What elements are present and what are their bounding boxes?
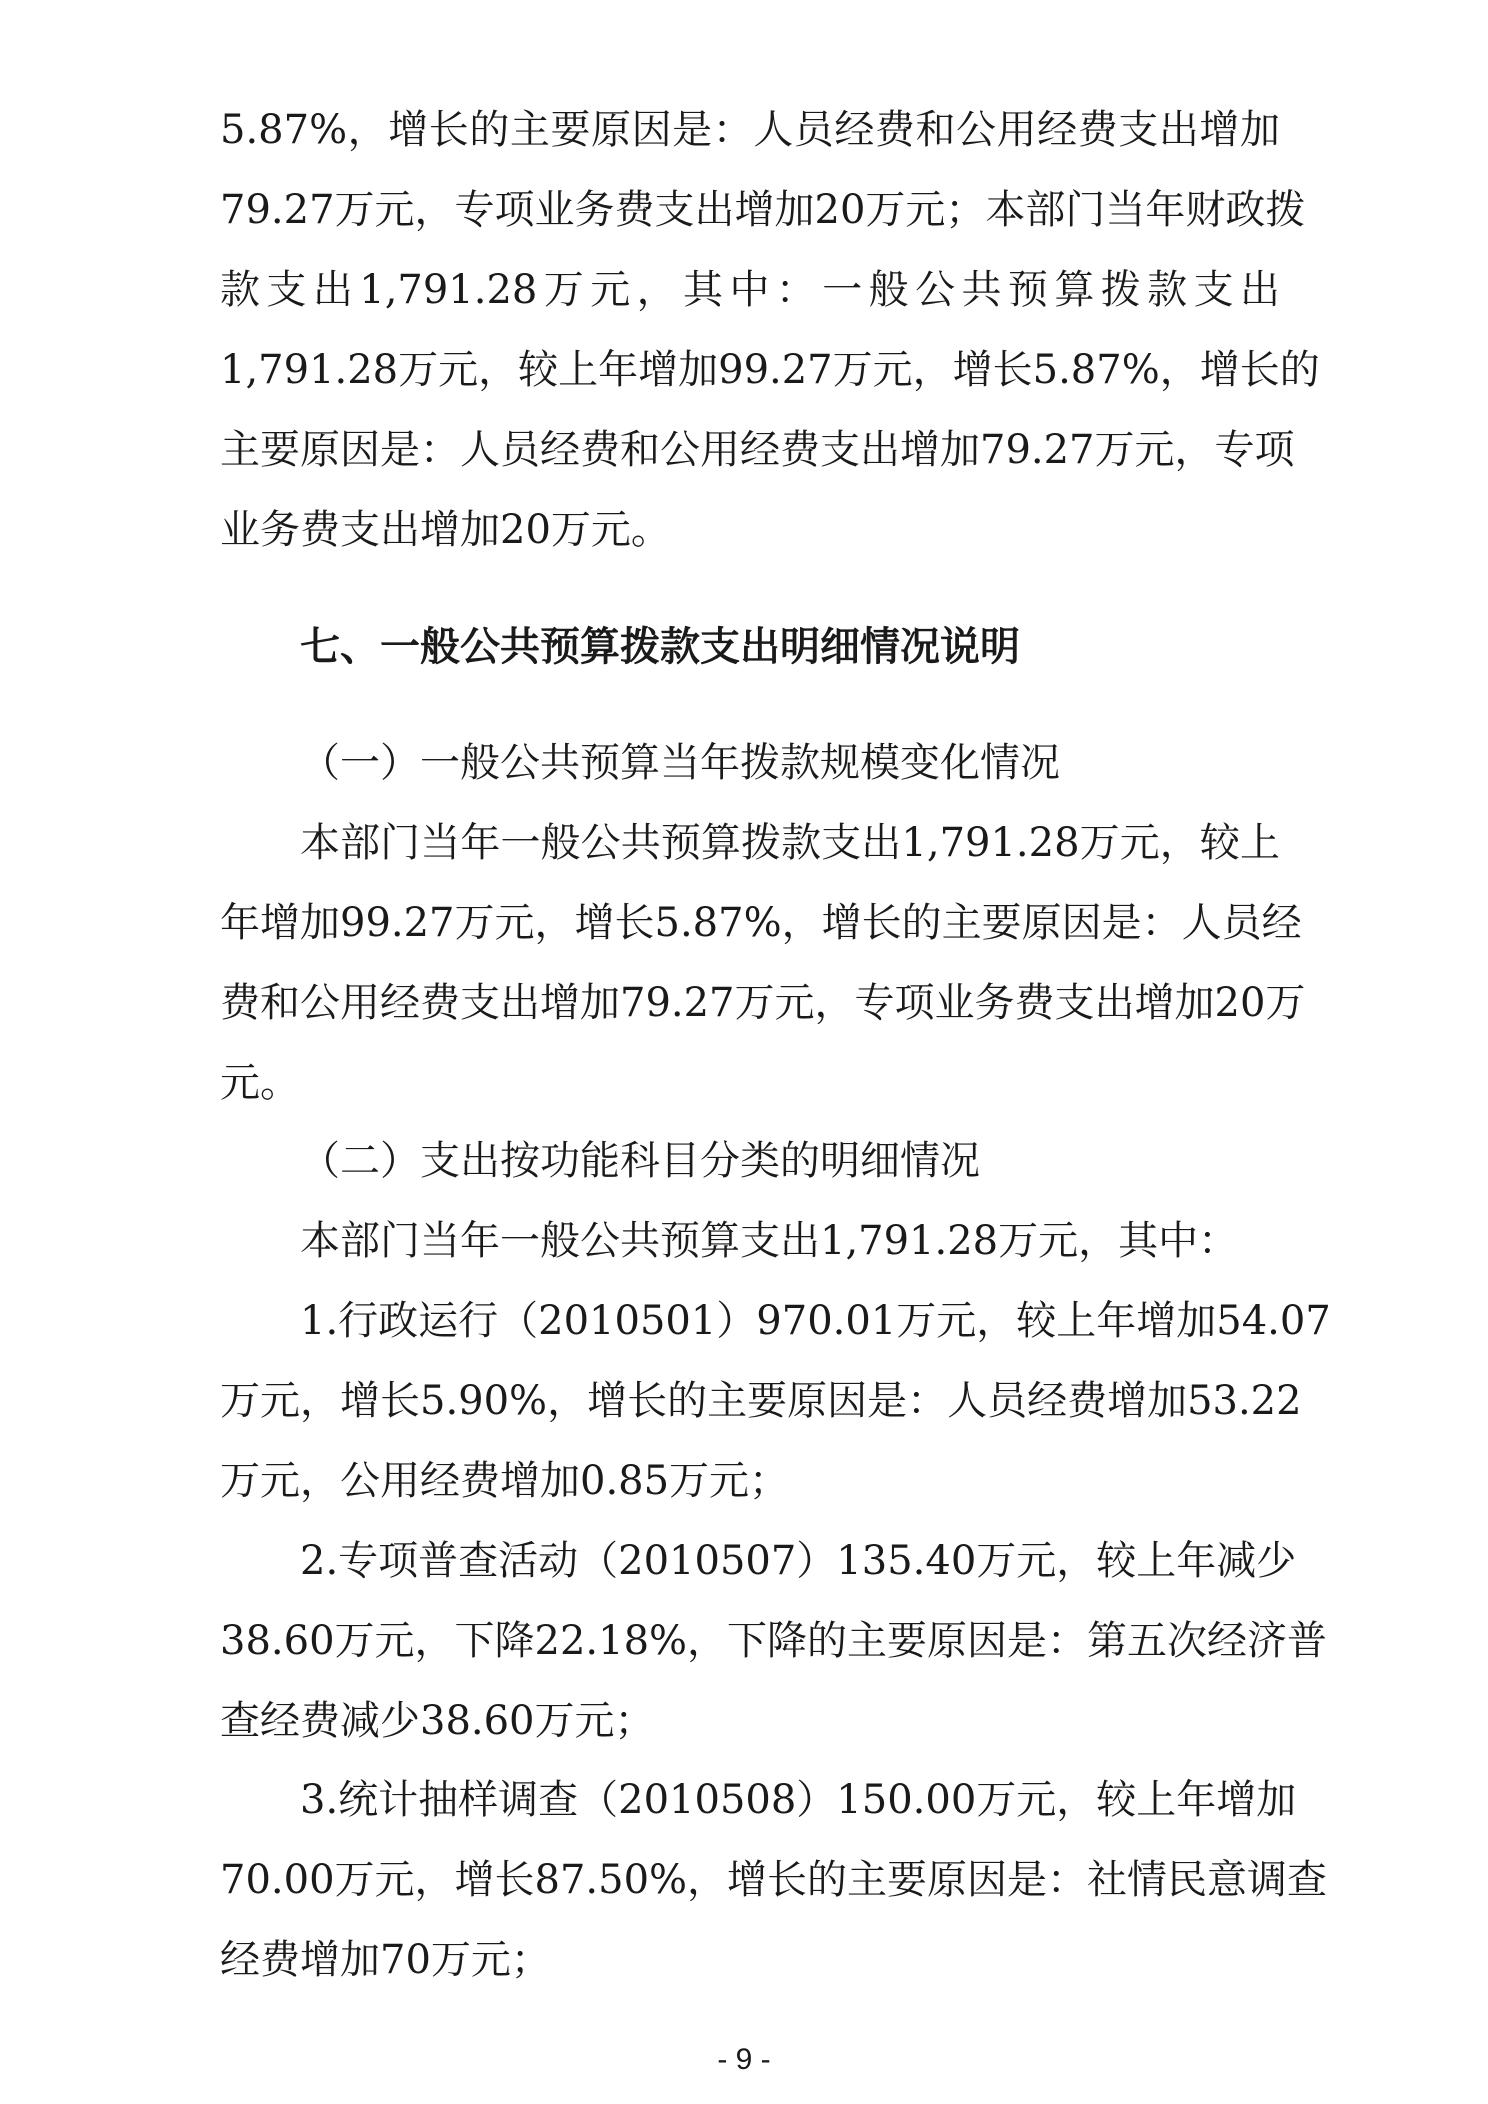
text-line: 查经费减少38.60万元； bbox=[220, 1698, 655, 1744]
text-line: 万元，增长5.90%，增长的主要原因是：人员经费增加53.22 bbox=[220, 1378, 1302, 1424]
text-line: 1,791.28万元，较上年增加99.27万元，增长5.87%，增长的 bbox=[220, 347, 1320, 393]
text-line: 70.00万元，增长87.50%，增长的主要原因是：社情民意调查 bbox=[220, 1857, 1328, 1903]
subsection-heading-functional: （二）支出按功能科目分类的明细情况 bbox=[300, 1138, 980, 1184]
text-line: 主要原因是：人员经费和公用经费支出增加79.27万元，专项 bbox=[220, 427, 1295, 473]
text-line: 2.专项普查活动（2010507）135.40万元，较上年减少 bbox=[300, 1538, 1297, 1584]
paragraph-scale-change bbox=[220, 803, 1306, 1123]
list-item-administrative-operation bbox=[220, 1281, 1331, 1521]
page-number: - 9 - bbox=[717, 2043, 771, 2076]
text-line: 款支出1,791.28万元，其中：一般公共预算拨款支出 bbox=[220, 267, 1280, 313]
text-line: 38.60万元，下降22.18%，下降的主要原因是：第五次经济普 bbox=[220, 1618, 1328, 1664]
text-line: 元。 bbox=[220, 1060, 300, 1106]
paragraph-budget-summary bbox=[220, 90, 1320, 570]
text-line: 万元，公用经费增加0.85万元； bbox=[220, 1458, 790, 1504]
text-line: 经费增加70万元； bbox=[220, 1937, 551, 1983]
text-line: 本部门当年一般公共预算拨款支出1,791.28万元，较上 bbox=[300, 820, 1280, 866]
text-line: 本部门当年一般公共预算支出1,791.28万元，其中： bbox=[300, 1218, 1239, 1264]
text-line: 1.行政运行（2010501）970.01万元，较上年增加54.07 bbox=[300, 1298, 1331, 1344]
text-line: 3.统计抽样调查（2010508）150.00万元，较上年增加 bbox=[300, 1777, 1297, 1823]
paragraph-functional-intro bbox=[220, 1201, 1280, 1281]
text-line: 5.87%，增长的主要原因是：人员经费和公用经费支出增加 bbox=[220, 107, 1280, 153]
section-heading: 七、一般公共预算拨款支出明细情况说明 bbox=[300, 624, 1020, 670]
text-line: 业务费支出增加20万元。 bbox=[220, 507, 671, 553]
text-line: 年增加99.27万元，增长5.87%，增长的主要原因是：人员经 bbox=[220, 900, 1302, 946]
text-line: 费和公用经费支出增加79.27万元，专项业务费支出增加20万 bbox=[220, 980, 1306, 1026]
text-line: 79.27万元，专项业务费支出增加20万元；本部门当年财政拨 bbox=[220, 187, 1306, 233]
subsection-heading-scale: （一）一般公共预算当年拨款规模变化情况 bbox=[300, 740, 1060, 786]
list-item-sample-survey bbox=[220, 1760, 1328, 2000]
list-item-special-census bbox=[220, 1521, 1328, 1761]
